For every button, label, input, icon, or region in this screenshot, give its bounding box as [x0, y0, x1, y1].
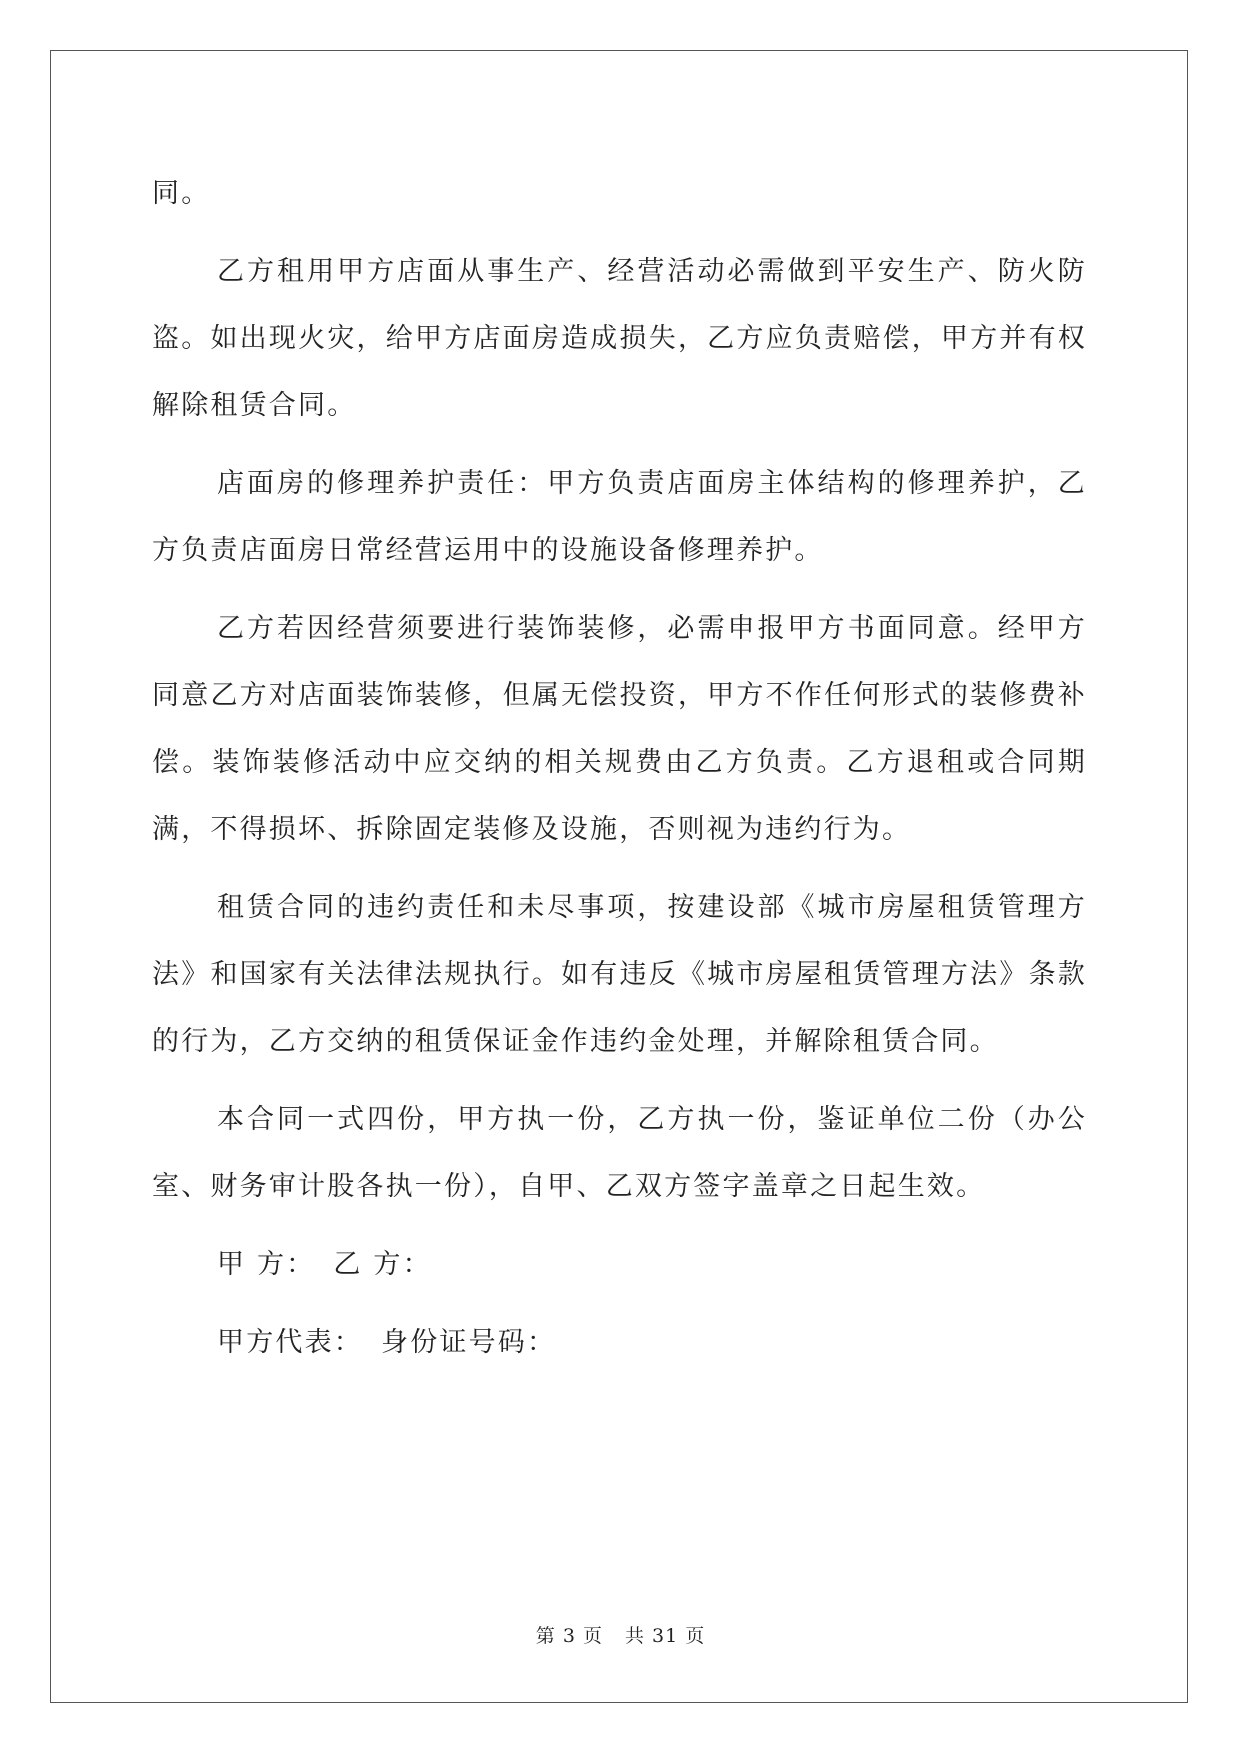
paragraph-breach-liability: 租赁合同的违约责任和未尽事项，按建设部《城市房屋租赁管理方法》和国家有关法律法规执行。如有违反《城市房屋租赁管理方法》条款的行为，乙方交纳的租赁保证金作违约金处理，并解除租赁合同。: [152, 892, 1087, 1057]
paragraph-copies: 本合同一式四份，甲方执一份，乙方执一份，鉴证单位二份（办公室、财务审计股各执一份），自甲、乙双方签字盖章之日起生效。: [152, 1104, 1087, 1202]
signature-parties-line: [152, 1231, 1087, 1298]
paragraph-fire-safety: 乙方租用甲方店面从事生产、经营活动必需做到平安生产、防火防盗。如出现火灾，给甲方店面房造成损失，乙方应负责赔偿，甲方并有权解除租赁合同。: [152, 256, 1087, 421]
representative-line: [152, 1309, 1087, 1376]
page-total: 共 31 页: [624, 1625, 706, 1647]
page-number: 第 3 页: [535, 1625, 603, 1647]
paragraph-renovation: 乙方若因经营须要进行装饰装修，必需申报甲方书面同意。经甲方同意乙方对店面装饰装修，但属无偿投资，甲方不作任何形式的装修费补偿。装饰装修活动中应交纳的相关规费由乙方负责。乙方退租或合同期满，不得损坏、拆除固定装修及设施，否则视为违约行为。: [152, 613, 1087, 845]
party-a-rep-label: 甲方代表：: [217, 1327, 363, 1358]
party-b-label: 乙 方：: [333, 1249, 432, 1280]
party-a-label: 甲 方：: [217, 1249, 316, 1280]
document-body: [152, 160, 1087, 1376]
page-footer: [0, 1621, 1241, 1648]
paragraph-maintenance: 店面房的修理养护责任：甲方负责店面房主体结构的修理养护，乙方负责店面房日常经营运用中的设施设备修理养护。: [152, 468, 1087, 566]
id-number-label: 身份证号码：: [381, 1327, 557, 1358]
paragraph-continuation: 同。: [152, 178, 211, 209]
